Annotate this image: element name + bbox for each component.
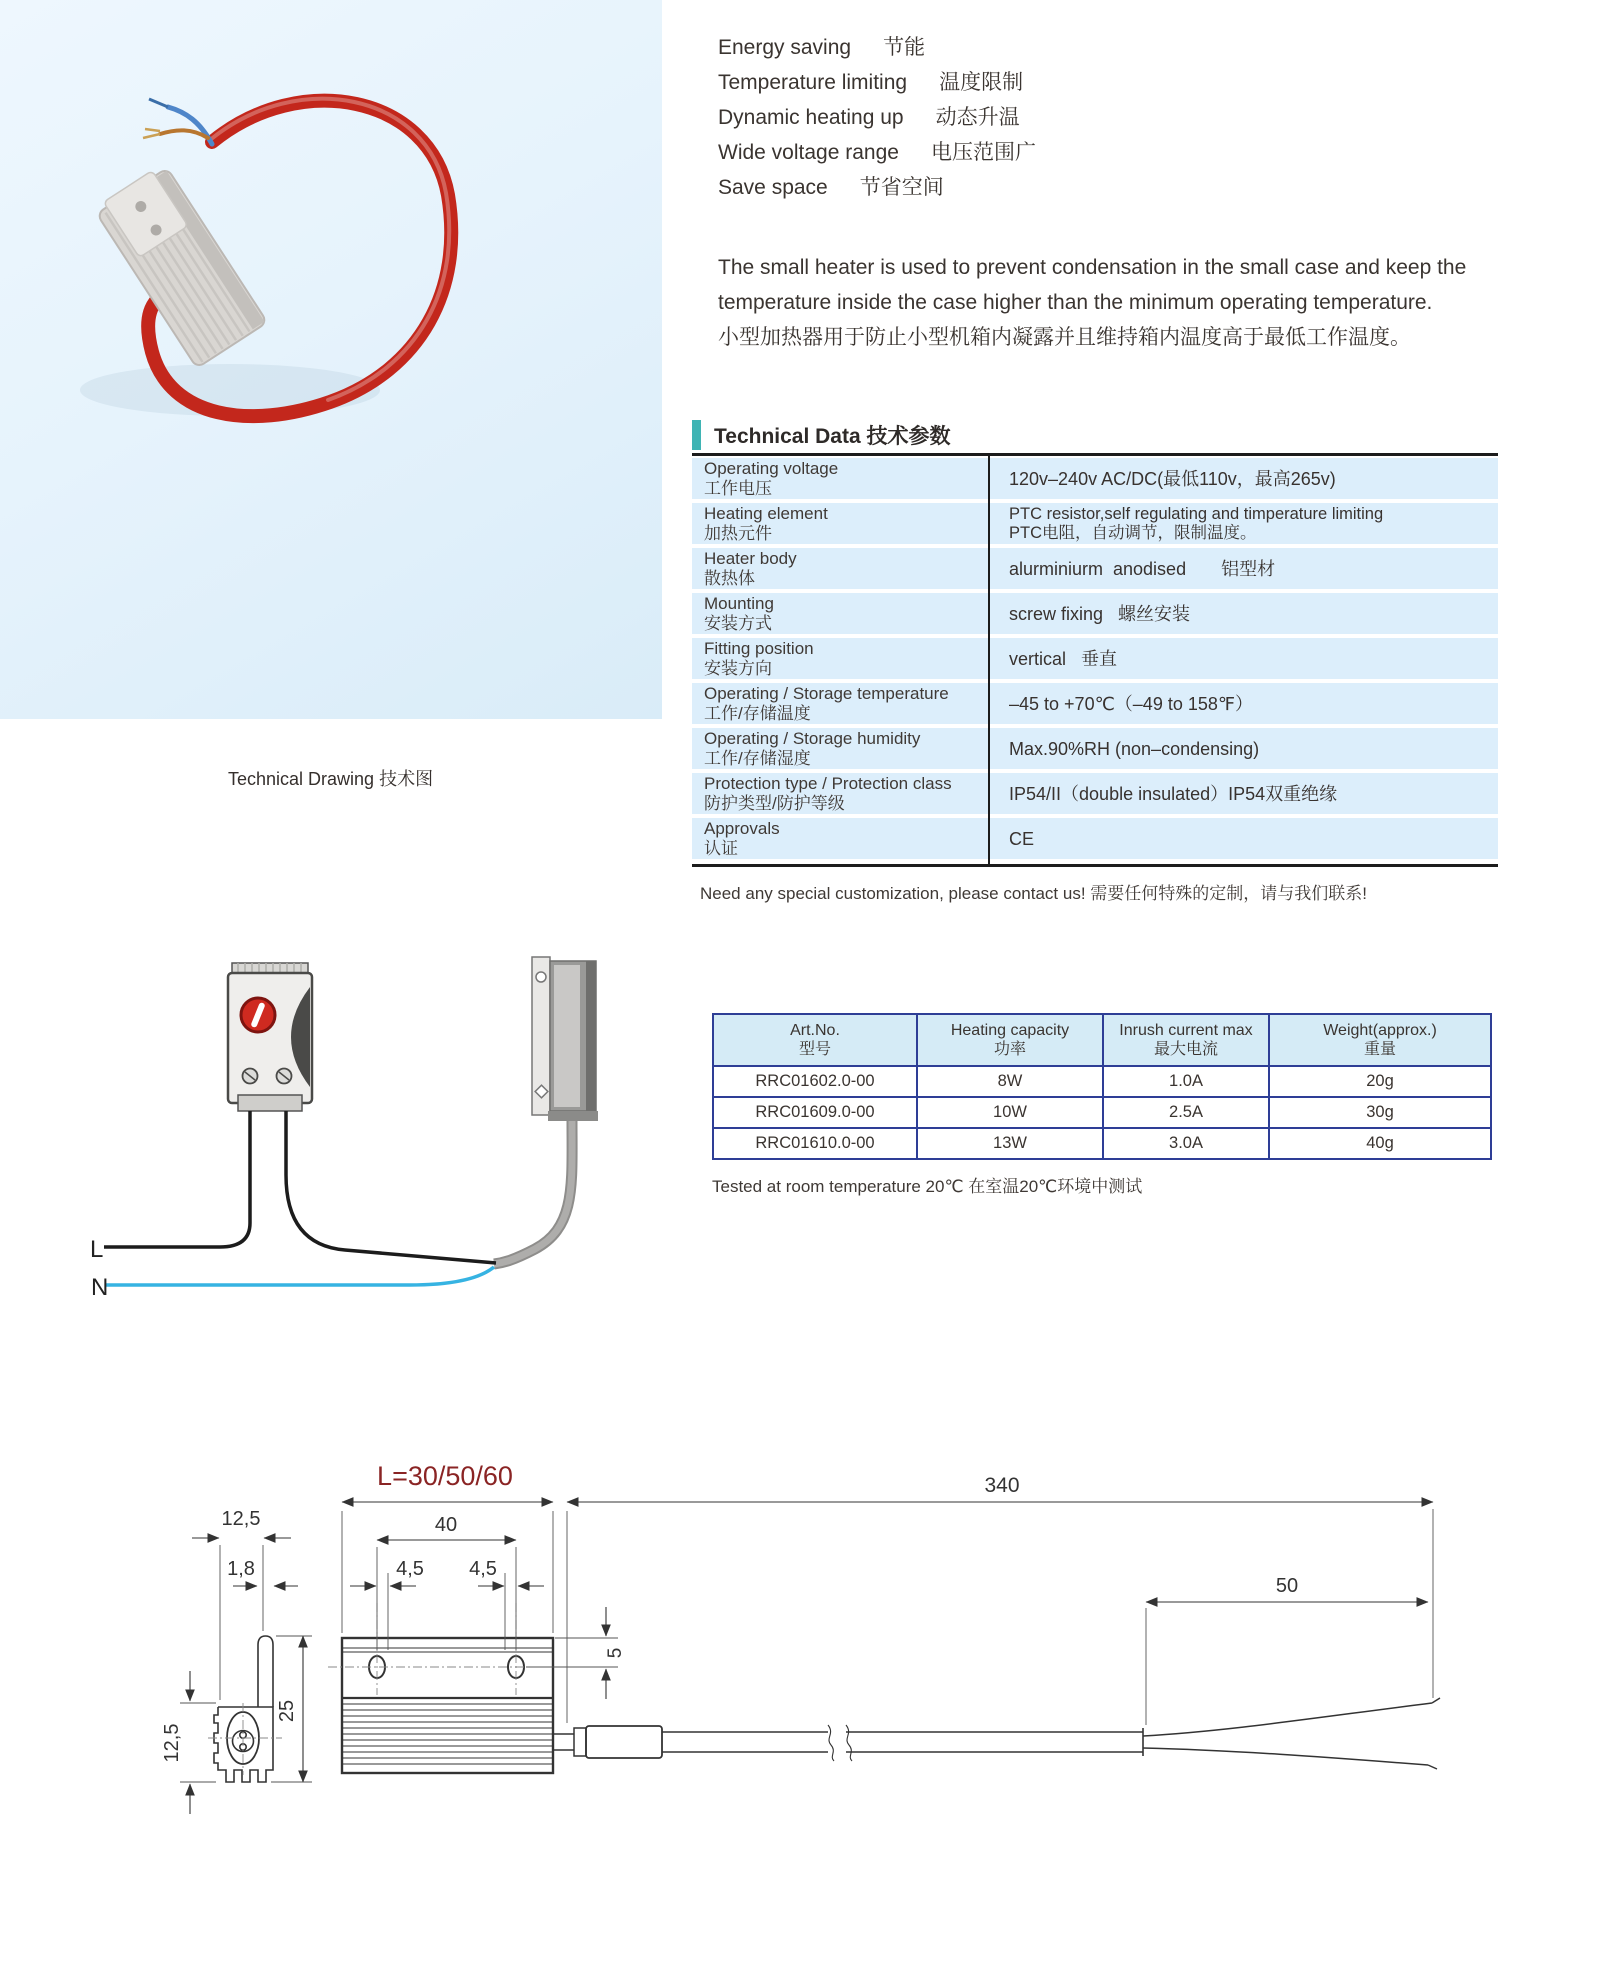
product-photo-box bbox=[0, 0, 662, 719]
heater-cable bbox=[494, 1121, 572, 1264]
dim-height-label: 25 bbox=[276, 1699, 298, 1723]
table-column-divider bbox=[988, 453, 990, 867]
cell-capacity: 8W bbox=[917, 1066, 1103, 1097]
wire-N bbox=[106, 1267, 494, 1285]
customization-note: Need any special customization, please contact us! 需要任何特殊的定制，请与我们联系! bbox=[700, 884, 1367, 903]
feature-zh: 节能 bbox=[883, 36, 926, 59]
col-capacity-zh: 功率 bbox=[993, 1041, 1026, 1058]
description-line: temperature inside the case higher than the minimum operating temperature. bbox=[718, 291, 1433, 314]
tech-row bbox=[692, 818, 1498, 859]
feature-item bbox=[718, 30, 1036, 65]
dim-depth-label: 12,5 bbox=[161, 1723, 183, 1763]
row-label-zh: 工作/存储湿度 bbox=[704, 748, 811, 768]
feature-item bbox=[718, 100, 1036, 135]
row-label-en: Operating voltage bbox=[704, 459, 839, 478]
table-top-rule bbox=[692, 453, 1498, 456]
dim-drop-label: 5 bbox=[605, 1647, 626, 1659]
row-label-zh: 防护类型/防护等级 bbox=[704, 793, 845, 813]
cell-artno: RRC01602.0-00 bbox=[713, 1066, 917, 1097]
dim-length-label: L=30/50/60 bbox=[377, 1461, 513, 1491]
dim-offset-left-label: 4,5 bbox=[396, 1558, 424, 1580]
row-value: PTC resistor,self regulating and timperature limiting bbox=[1009, 505, 1384, 523]
dim-offset-right-label: 4,5 bbox=[469, 1558, 497, 1580]
accent-bar bbox=[692, 420, 701, 450]
row-label-en: Heating element bbox=[704, 504, 828, 523]
col-inrush-zh: 最大电流 bbox=[1153, 1041, 1218, 1058]
label-L: L bbox=[90, 1236, 104, 1263]
row-label-en: Fitting position bbox=[704, 639, 814, 658]
product-row bbox=[713, 1097, 1491, 1128]
description-line: 小型加热器用于防止小型机箱内凝露并且维持箱内温度高于最低工作温度。 bbox=[718, 326, 1411, 349]
feature-list bbox=[718, 30, 1036, 205]
wire-to-heater bbox=[286, 1111, 496, 1263]
product-row bbox=[713, 1128, 1491, 1159]
row-label-en: Approvals bbox=[704, 819, 780, 838]
side-view bbox=[208, 1636, 282, 1782]
cell-inrush: 2.5A bbox=[1103, 1097, 1269, 1128]
tech-row bbox=[692, 638, 1498, 679]
row-value: IP54/II（double insulated）IP54双重绝缘 bbox=[1009, 783, 1338, 804]
row-value: alurminiurm anodised 铝型材 bbox=[1009, 558, 1276, 579]
thermostat-drawing bbox=[228, 963, 312, 1111]
product-row bbox=[713, 1066, 1491, 1097]
tech-row bbox=[692, 728, 1498, 769]
cell-artno: RRC01610.0-00 bbox=[713, 1128, 917, 1159]
col-artno-en: Art.No. bbox=[790, 1022, 840, 1039]
product-photo-illustration bbox=[0, 0, 662, 719]
tech-row bbox=[692, 503, 1498, 544]
cell-inrush: 3.0A bbox=[1103, 1128, 1269, 1159]
technical-data-header bbox=[692, 420, 951, 450]
dim-strip-label: 50 bbox=[1275, 1575, 1299, 1597]
dim-width-label: 12,5 bbox=[221, 1508, 261, 1530]
row-label-zh: 工作电压 bbox=[704, 478, 772, 498]
cell-inrush: 1.0A bbox=[1103, 1066, 1269, 1097]
row-label-zh: 安装方式 bbox=[704, 613, 772, 633]
feature-en: Wide voltage range bbox=[718, 141, 899, 164]
tech-row bbox=[692, 593, 1498, 634]
feature-en: Dynamic heating up bbox=[718, 106, 904, 129]
feature-zh: 动态升温 bbox=[935, 106, 1020, 129]
feature-en: Save space bbox=[718, 176, 828, 199]
heater-side-drawing bbox=[532, 957, 598, 1121]
row-label-en: Operating / Storage temperature bbox=[704, 684, 949, 703]
description-line: The small heater is used to prevent condensation in the small case and keep the bbox=[718, 256, 1467, 279]
row-value: 120v–240v AC/DC(最低110v，最高265v) bbox=[1009, 468, 1336, 489]
col-inrush-en: Inrush current max bbox=[1119, 1022, 1253, 1039]
label-N: N bbox=[91, 1274, 109, 1301]
row-value: Max.90%RH (non–condensing) bbox=[1009, 738, 1260, 759]
row-value: –45 to +70℃（–49 to 158℉） bbox=[1009, 693, 1254, 714]
row-label-en: Operating / Storage humidity bbox=[704, 729, 921, 748]
stripped-wires bbox=[143, 99, 212, 144]
wiring-drawing bbox=[80, 935, 660, 1365]
cell-weight: 40g bbox=[1269, 1128, 1491, 1159]
cell-capacity: 13W bbox=[917, 1128, 1103, 1159]
section-title: Technical Data 技术参数 bbox=[714, 425, 951, 448]
cell-weight: 30g bbox=[1269, 1097, 1491, 1128]
dimension-drawing bbox=[140, 1445, 1470, 1865]
dim-total-label: 340 bbox=[984, 1474, 1020, 1497]
row-value: screw fixing 螺丝安装 bbox=[1009, 603, 1191, 624]
technical-drawing-label: Technical Drawing 技术图 bbox=[228, 769, 434, 789]
tested-note: Tested at room temperature 20℃ 在室温20℃环境中测试 bbox=[712, 1177, 1143, 1196]
tech-row bbox=[692, 548, 1498, 589]
heater-body-photo bbox=[93, 163, 267, 368]
row-label-en: Protection type / Protection class bbox=[704, 774, 952, 793]
col-weight-en: Weight(approx.) bbox=[1323, 1022, 1437, 1039]
row-label-en: Heater body bbox=[704, 549, 797, 568]
cell-artno: RRC01609.0-00 bbox=[713, 1097, 917, 1128]
table-bottom-rule bbox=[692, 864, 1498, 867]
row-value: CE bbox=[1009, 828, 1035, 849]
tech-row bbox=[692, 683, 1498, 724]
product-table bbox=[712, 1013, 1492, 1160]
cell-weight: 20g bbox=[1269, 1066, 1491, 1097]
dim-fin-label: 1,8 bbox=[227, 1558, 255, 1580]
feature-item bbox=[718, 135, 1036, 170]
feature-zh: 温度限制 bbox=[939, 71, 1024, 94]
col-capacity-en: Heating capacity bbox=[950, 1022, 1070, 1039]
feature-en: Energy saving bbox=[718, 36, 852, 59]
tech-row bbox=[692, 458, 1498, 499]
technical-data-table bbox=[692, 458, 1498, 863]
col-artno-zh: 型号 bbox=[798, 1041, 831, 1058]
product-description bbox=[718, 250, 1518, 355]
front-view bbox=[328, 1603, 1440, 1773]
tech-row bbox=[692, 773, 1498, 814]
row-value: vertical 垂直 bbox=[1009, 648, 1118, 669]
product-table-header bbox=[713, 1014, 1491, 1066]
feature-zh: 节省空间 bbox=[859, 176, 944, 199]
row-label-zh: 工作/存储温度 bbox=[704, 703, 811, 723]
wire-L bbox=[104, 1111, 250, 1247]
feature-en: Temperature limiting bbox=[718, 71, 908, 94]
row-label-en: Mounting bbox=[704, 594, 774, 613]
row-value-2: PTC电阻，自动调节，限制温度。 bbox=[1009, 524, 1257, 542]
feature-item bbox=[718, 65, 1036, 100]
row-label-zh: 安装方向 bbox=[704, 658, 772, 678]
feature-zh: 电压范围广 bbox=[930, 141, 1036, 164]
row-label-zh: 散热体 bbox=[704, 568, 755, 588]
col-weight-zh: 重量 bbox=[1363, 1041, 1396, 1058]
row-label-zh: 加热元件 bbox=[704, 523, 772, 543]
dim-holes-label: 40 bbox=[434, 1514, 458, 1536]
row-label-zh: 认证 bbox=[704, 838, 738, 858]
feature-item bbox=[718, 170, 1036, 205]
stripped-wire-lines bbox=[1143, 1698, 1440, 1769]
cell-capacity: 10W bbox=[917, 1097, 1103, 1128]
heater-cable-outline bbox=[494, 1121, 572, 1264]
